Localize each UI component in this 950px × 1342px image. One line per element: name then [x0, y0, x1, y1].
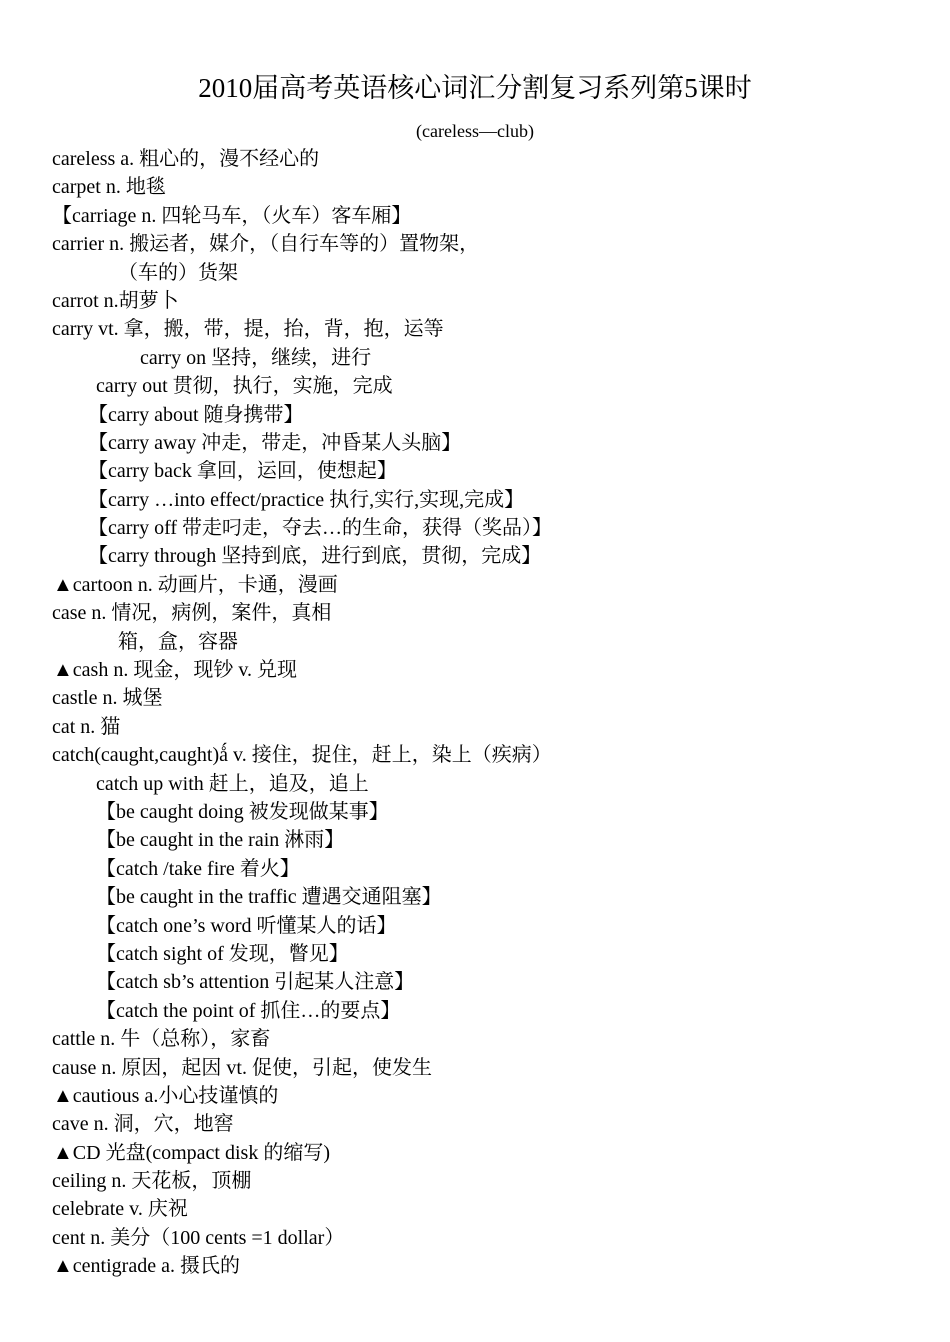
vocab-entry: 【catch sb’s attention 引起某人注意】 [96, 971, 415, 994]
vocab-entry: celebrate v. 庆祝 [52, 1198, 188, 1221]
vocab-entry: 【carry away 冲走，带走，冲昏某人头脑】 [88, 431, 462, 454]
vocab-entry: （车的）货架 [118, 261, 238, 284]
vocab-entry: cattle n. 牛（总称），家畜 [52, 1028, 271, 1051]
vocab-entry: 【catch one’s word 听懂某人的话】 [96, 914, 397, 937]
vocab-entry: 【carry through 坚持到底，进行到底，贯彻，完成】 [88, 545, 542, 568]
vocab-entry: 【carry off 带走叼走，夺去…的生命，获得（奖品）】 [88, 517, 553, 540]
vocab-entry: carrot n.胡萝卜 [52, 289, 179, 312]
vocab-entry: 【carry …into effect/practice 执行,实行,实现,完成】 [88, 488, 525, 511]
vocab-entry: 【carry back 拿回，运回，使想起】 [88, 460, 397, 483]
vocab-entry: catch up with 赶上，追及，追上 [96, 772, 369, 795]
document-title: 2010届高考英语核心词汇分割复习系列第5课时 [198, 73, 752, 103]
vocab-entry: ▲CD 光盘(compact disk 的缩写) [53, 1141, 330, 1164]
vocab-entry: carry out 贯彻，执行，实施，完成 [96, 375, 393, 398]
vocab-entry: carry on 坚持，继续，进行 [140, 346, 372, 369]
vocab-entry: ceiling n. 天花板，顶棚 [52, 1170, 252, 1193]
vocab-entry: ▲cash n. 现金，现钞 v. 兑现 [53, 659, 298, 682]
vocab-entry: case n. 情况，病例，案件，真相 [52, 602, 332, 625]
vocab-entry: cave n. 洞，穴，地窖 [52, 1113, 234, 1136]
vocab-entry: catch(caught,caught)ǻ v. 接住，捉住，赶上，染上（疾病） [52, 744, 552, 767]
vocab-entry: carpet n. 地毯 [52, 176, 166, 199]
vocab-entry: cat n. 猫 [52, 715, 121, 738]
vocab-entry: 【be caught in the traffic 遭遇交通阻塞】 [96, 886, 442, 909]
vocab-entry: 【carriage n. 四轮马车，（火车）客车厢】 [52, 204, 412, 227]
vocab-entry: ▲cartoon n. 动画片，卡通，漫画 [53, 573, 338, 596]
vocab-entry: carrier n. 搬运者，媒介，（自行车等的）置物架， [52, 233, 480, 256]
vocab-entry: cent n. 美分（100 cents =1 dollar） [52, 1226, 345, 1249]
vocab-entry: 【carry about 随身携带】 [88, 403, 304, 426]
vocab-entry: carry vt. 拿，搬，带，提，抬，背，抱，运等 [52, 318, 444, 341]
vocab-entry: 箱，盒，容器 [118, 630, 238, 653]
document-subtitle: (careless—club) [416, 121, 534, 141]
vocab-entry: cause n. 原因，起因 vt. 促使，引起，使发生 [52, 1056, 432, 1079]
vocab-entry: 【catch the point of 抓住…的要点】 [96, 999, 401, 1022]
vocab-entry: 【be caught in the rain 淋雨】 [96, 829, 345, 852]
vocab-entry: careless a. 粗心的，漫不经心的 [52, 148, 320, 170]
vocab-entry: ▲centigrade a. 摄氏的 [53, 1255, 240, 1278]
vocab-entry: castle n. 城堡 [52, 687, 163, 710]
vocab-entry: 【catch sight of 发现，瞥见】 [96, 942, 349, 965]
vocabulary-list [0, 145, 950, 1281]
vocab-entry: 【be caught doing 被发现做某事】 [96, 800, 389, 823]
vocab-entry: 【catch /take fire 着火】 [96, 857, 300, 880]
vocab-entry: ▲cautious a.小心技谨慎的 [53, 1084, 279, 1107]
